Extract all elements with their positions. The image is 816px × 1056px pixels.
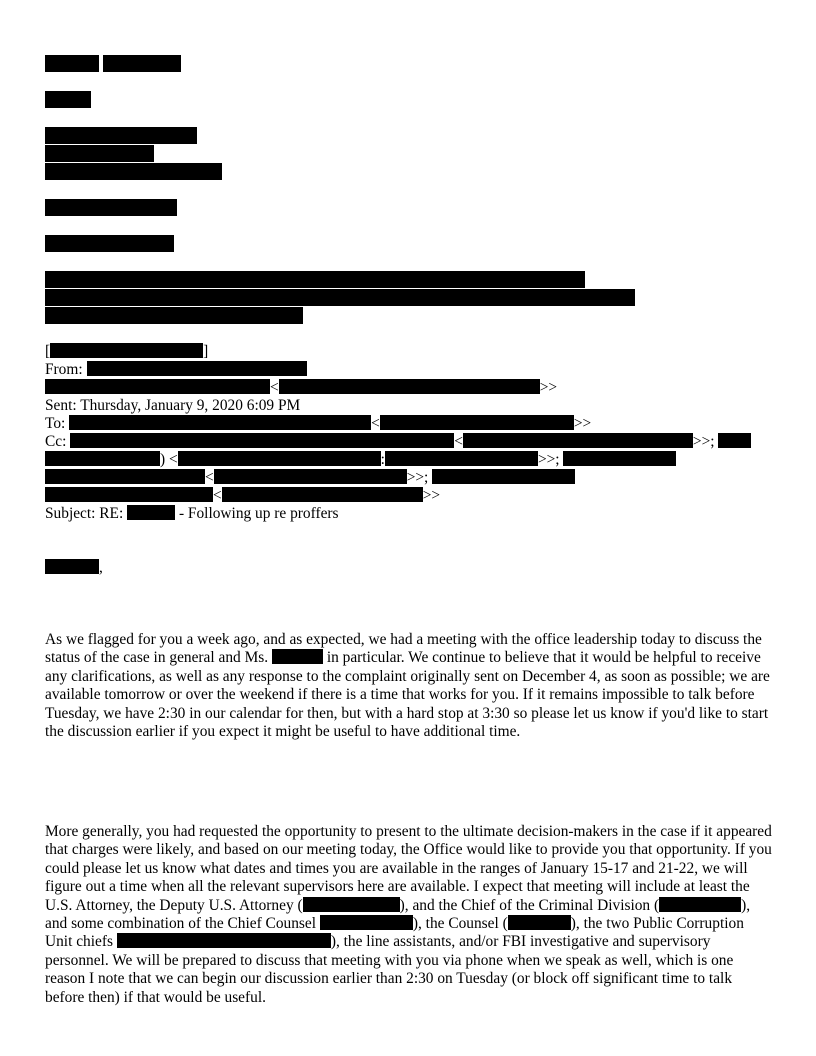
greeting-comma: ,: [99, 559, 103, 576]
to-label: To:: [45, 415, 66, 432]
paragraph-text: ), the line assistants, and/or FBI investigative and supervisory personnel. We will be prepared to discuss that meeting with you via phone when we speak as well, which is one reason I note that we can begin our discussion earlier than 2:30 on Tuesday (or block off significant time to talk before then) if that would be useful.: [45, 933, 734, 1006]
cc-separator: :: [380, 451, 385, 468]
redaction-block: [214, 469, 407, 484]
cc-label: Cc:: [45, 433, 67, 450]
redaction-block: [70, 433, 454, 448]
paragraph-text: As we flagged for you a week ago, and as expected, we had a meeting with the office leadership today to discuss the status of the case in general and Ms.: [45, 631, 762, 667]
angle-open: <: [371, 415, 380, 432]
redaction-block: [320, 915, 413, 930]
redaction-block: [178, 451, 381, 466]
redaction-block: [45, 289, 635, 306]
redaction-block: [432, 469, 575, 484]
from-line: [45, 361, 307, 379]
redaction-block: [127, 505, 175, 520]
open-bracket: [: [45, 343, 51, 360]
redaction-block: [45, 271, 585, 288]
cc-line: [45, 433, 751, 451]
paragraph-text: ), the Counsel (: [412, 915, 508, 933]
redaction-block: [222, 487, 423, 502]
redaction-block: [45, 127, 197, 144]
angle-close: >>: [539, 379, 558, 396]
close-bracket: ]: [203, 343, 209, 360]
angle-close: >>: [573, 415, 592, 432]
redaction-block: [303, 897, 400, 912]
redaction-block: [45, 379, 270, 394]
body-paragraph-2: [45, 823, 773, 1007]
from-label: From:: [45, 361, 83, 378]
paragraph-text: ), the two Public Corruption Unit chiefs: [45, 915, 744, 951]
redaction-block: [87, 361, 307, 376]
redaction-block: [45, 559, 99, 574]
cc-separator: ) <: [160, 451, 178, 468]
redaction-block: [508, 915, 571, 930]
cc-separator: >>;: [406, 469, 429, 486]
redaction-block: [380, 415, 574, 430]
redaction-block: [45, 199, 177, 216]
angle-open: <: [270, 379, 279, 396]
subject-line: [45, 505, 339, 523]
redaction-block: [103, 55, 181, 72]
redaction-block: [45, 235, 174, 252]
redaction-block: [69, 415, 371, 430]
cc-line-4: [45, 487, 440, 505]
redaction-block: [45, 469, 205, 484]
cc-line-2: [45, 451, 676, 469]
from-address-line: [45, 379, 557, 397]
redaction-block: [45, 451, 160, 466]
paragraph-text: More generally, you had requested the opportunity to present to the ultimate decision-makers in the case if it appeared that charges were likely, and based on our meeting today, the Office would like to provide you that opportunity. If you could please let us know what dates and times you are available in the ranges of January 15-17 and 21-22, we will figure out a time when all the relevant supervisors here are available. I expect that meeting will include at least the U.S. Attorney, the Deputy U.S. Attorney (: [45, 823, 772, 914]
redaction-block: [659, 897, 741, 912]
paragraph-text: ), and the Chief of the Criminal Division (: [399, 896, 660, 914]
body-paragraph-1: [45, 631, 773, 741]
redaction-block: [45, 55, 99, 72]
redaction-block: [45, 145, 154, 162]
redaction-block: [463, 433, 693, 448]
redaction-block: [272, 649, 323, 664]
cc-separator: >>;: [537, 451, 560, 468]
redaction-block: [45, 163, 222, 180]
angle-close: >>: [422, 487, 441, 504]
cc-separator: >>;: [692, 433, 715, 450]
redaction-block: [50, 343, 203, 358]
redaction-block: [117, 933, 331, 948]
angle-open: <: [454, 433, 463, 450]
subject-prefix: Subject: RE:: [45, 505, 124, 522]
angle-open: <: [205, 469, 214, 486]
redaction-block: [45, 307, 303, 324]
to-line: [45, 415, 591, 433]
redaction-block: [718, 433, 751, 448]
cc-line-3: [45, 469, 575, 487]
redaction-block: [45, 487, 213, 502]
sent-line: Sent: Thursday, January 9, 2020 6:09 PM: [45, 397, 301, 414]
angle-open: <: [213, 487, 222, 504]
paragraph-text: in particular. We continue to believe that it would be helpful to receive any clarifications, as well as any response to the complaint originally sent on December 4, as soon as possible; we are available tomorrow or over the weekend if there is a time that works for you. If it remains impossible to talk before Tuesday, we have 2:30 in our calendar for then, but with a hard stop at 3:30 so please let us know if you'd like to start the discussion earlier if you expect it might be useful to have additional time.: [45, 649, 770, 741]
redaction-block: [385, 451, 538, 466]
redaction-block: [45, 91, 91, 108]
header-bracket-line: [45, 343, 208, 361]
paragraph-text: ), and some combination of the Chief Counsel: [45, 896, 751, 933]
subject-suffix: - Following up re proffers: [178, 505, 339, 522]
redaction-block: [279, 379, 540, 394]
redaction-block: [563, 451, 676, 466]
greeting: [45, 559, 103, 577]
